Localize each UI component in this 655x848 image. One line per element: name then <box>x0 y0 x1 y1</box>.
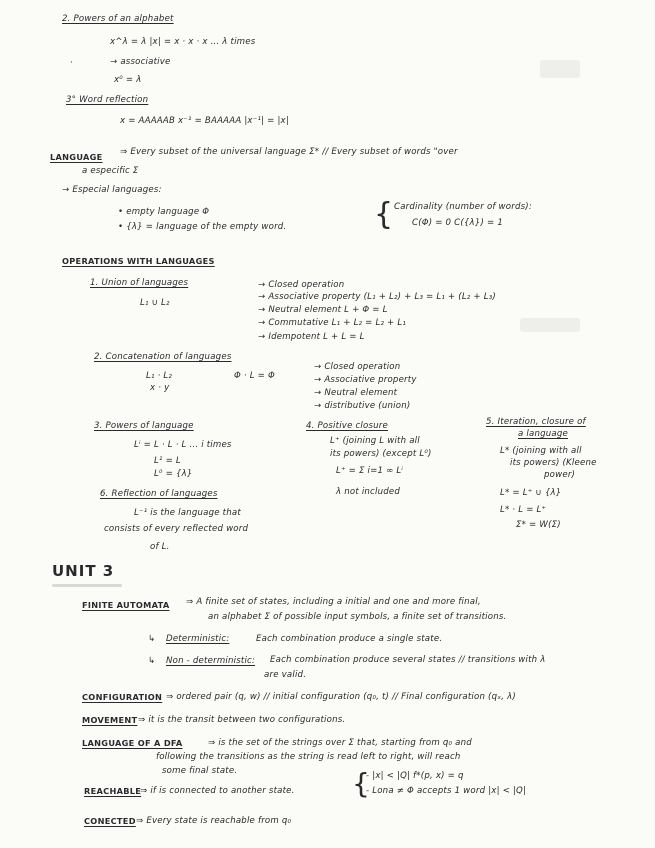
concatenation-property: → distributive (union) <box>314 401 411 411</box>
union-property: → Commutative L₁ + L₂ = L₂ + L₁ <box>258 318 407 328</box>
reflection-languages-line: of L. <box>150 542 170 552</box>
language-of-dfa-text: ⇒ is the set of the strings over Σ that, starting from q₀ and <box>208 738 472 748</box>
powers-alphabet-line: x^λ = λ |x| = x · x · x ... λ times <box>110 37 256 47</box>
connected-label: CONECTED <box>84 816 136 826</box>
iteration-line: power) <box>544 470 576 480</box>
tree-branch-marker: ↳ <box>148 634 156 644</box>
connected-text: ⇒ Every state is reachable from q₀ <box>136 816 292 826</box>
concatenation-expression: x · y <box>150 383 170 393</box>
section-title-word-reflection: 3° Word reflection <box>66 95 149 105</box>
curly-brace: { <box>374 197 394 232</box>
curly-brace: { <box>352 767 370 800</box>
powers-alphabet-line: x⁰ = λ <box>114 75 142 85</box>
bleed-through-smudge <box>540 60 580 78</box>
deterministic-label: Deterministic: <box>166 634 230 644</box>
non-deterministic-text: Each combination produce several states // transitions with λ <box>270 655 546 665</box>
iteration-line: L* = L⁺ ∪ {λ} <box>500 488 562 498</box>
positive-closure-line: its powers) (except L⁰) <box>330 449 432 459</box>
reflection-languages-title: 6. Reflection of languages <box>100 489 218 499</box>
positive-closure-title: 4. Positive closure <box>306 421 389 431</box>
concatenation-title: 2. Concatenation of languages <box>94 352 232 362</box>
configuration-label: CONFIGURATION <box>82 692 163 702</box>
reachable-text: ⇒ if is connected to another state. <box>140 786 295 796</box>
non-deterministic-label: Non - deterministic: <box>166 656 256 666</box>
special-language-item: • {λ} = language of the empty word. <box>118 222 287 232</box>
iteration-line: L* (joining with all <box>500 446 582 456</box>
concatenation-property: → Neutral element <box>314 388 398 398</box>
powers-language-line: Lⁱ = L · L · L ... i times <box>134 440 232 450</box>
powers-language-title: 3. Powers of language <box>94 421 194 431</box>
positive-closure-line: L⁺ = Σ i=1 ∞ Lⁱ <box>336 466 404 476</box>
deterministic-text: Each combination produce a single state. <box>256 634 443 644</box>
union-property: → Idempotent L + L = L <box>258 332 365 342</box>
positive-closure-line: λ not included <box>336 487 401 497</box>
operations-title: OPERATIONS WITH LANGUAGES <box>62 256 215 266</box>
language-definition: ⇒ Every subset of the universal language Σ* // Every subset of words "over <box>120 147 458 157</box>
reachable-condition: - Lona ≠ Φ accepts 1 word |x| < |Q| <box>366 786 527 796</box>
movement-label: MOVEMENT <box>82 715 138 725</box>
concatenation-property: → Associative property <box>314 375 417 385</box>
union-property: → Associative property (L₁ + L₂) + L₃ = L₁ + (L₂ + L₃) <box>258 292 496 302</box>
configuration-text: ⇒ ordered pair (q, w) // initial configuration (q₀, t) // Final configuration (qₓ, λ) <box>166 692 516 702</box>
positive-closure-line: L⁺ (joining L with all <box>330 436 420 446</box>
bleed-through-smudge <box>520 318 580 332</box>
language-of-dfa-label: LANGUAGE OF A DFA <box>82 738 183 748</box>
concatenation-property: → Closed operation <box>314 362 401 372</box>
finite-automata-definition: an alphabet Σ of possible input symbols, a finite set of transitions. <box>208 612 507 622</box>
reachable-label: REACHABLE <box>84 786 142 796</box>
concatenation-expression: Φ · L = Φ <box>234 371 275 381</box>
reflection-languages-line: L⁻¹ is the language that <box>134 508 241 518</box>
union-property: → Neutral element L + Φ = L <box>258 305 388 315</box>
union-title: 1. Union of languages <box>90 278 189 288</box>
concatenation-expression: L₁ · L₂ <box>146 371 173 381</box>
unit-heading: UNIT 3 <box>52 562 115 580</box>
special-languages-heading: → Especial languages: <box>62 185 162 195</box>
margin-dot: · <box>70 58 73 68</box>
cardinality-values: C(Φ) = 0 C({λ}) = 1 <box>412 218 503 228</box>
tree-branch-marker: ↳ <box>148 656 156 666</box>
language-of-dfa-text: following the transitions as the string is read left to right, will reach <box>156 752 461 762</box>
iteration-title: a language <box>518 429 569 439</box>
reachable-condition: - |x| < |Q| f*(p, x) = q <box>366 771 464 781</box>
language-label: LANGUAGE <box>50 152 103 162</box>
iteration-line: L* · L = L⁺ <box>500 505 547 515</box>
powers-language-line: L⁰ = {λ} <box>154 469 193 479</box>
unit-heading-underline <box>52 584 122 587</box>
movement-text: ⇒ it is the transit between two configurations. <box>138 715 346 725</box>
union-expression: L₁ ∪ L₂ <box>140 298 170 308</box>
special-language-item: • empty language Φ <box>118 207 210 217</box>
iteration-line: its powers) (Kleene <box>510 458 597 468</box>
language-of-dfa-text: some final state. <box>162 766 238 776</box>
section-title-powers-of-alphabet: 2. Powers of an alphabet <box>62 14 174 24</box>
non-deterministic-text: are valid. <box>264 670 307 680</box>
cardinality-text: Cardinality (number of words): <box>394 202 532 212</box>
finite-automata-label: FINITE AUTOMATA <box>82 600 170 610</box>
powers-alphabet-line: → associative <box>110 57 171 67</box>
reflection-languages-line: consists of every reflected word <box>104 524 249 534</box>
finite-automata-definition: ⇒ A finite set of states, including a initial and one and more final, <box>186 597 481 607</box>
iteration-line: Σ* = W(Σ) <box>516 520 561 530</box>
powers-language-line: L¹ = L <box>154 456 181 466</box>
language-definition: a especific Σ <box>82 166 139 176</box>
union-property: → Closed operation <box>258 280 345 290</box>
iteration-title: 5. Iteration, closure of <box>486 417 586 427</box>
word-reflection-line: x = AAAAAB x⁻¹ = BAAAAA |x⁻¹| = |x| <box>120 116 289 126</box>
